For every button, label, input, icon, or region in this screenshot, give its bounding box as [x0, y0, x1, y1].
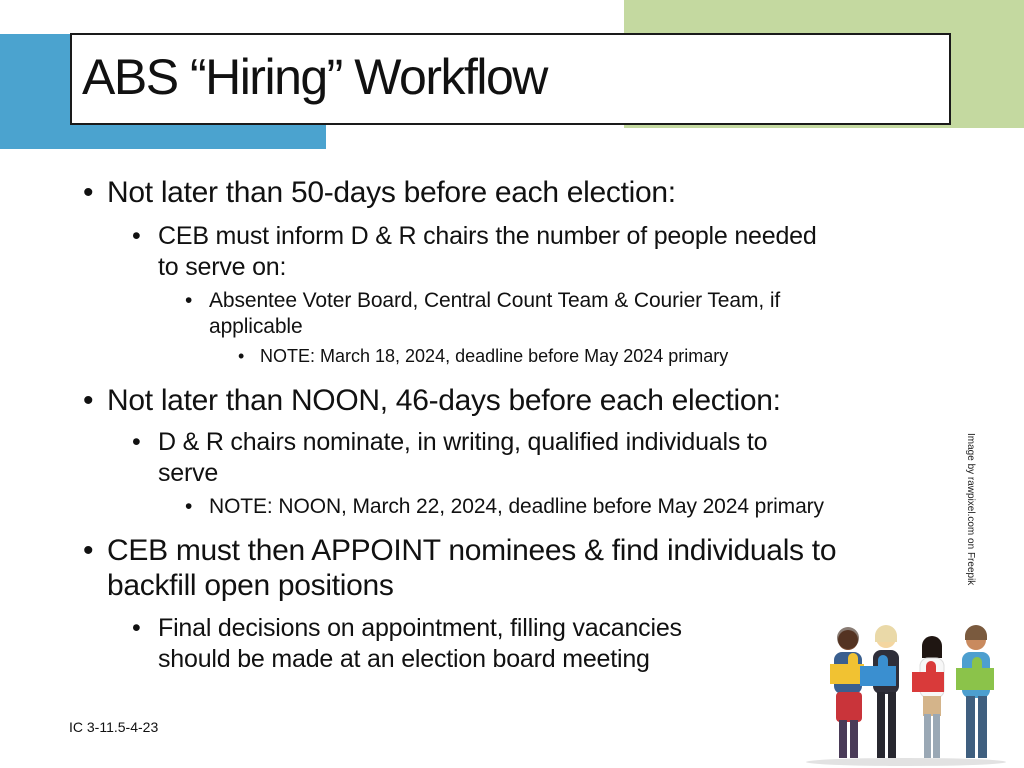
footer-citation: IC 3-11.5-4-23	[69, 719, 159, 735]
person-2	[860, 625, 899, 758]
person-3	[912, 636, 944, 758]
note-march-22: • NOTE: NOON, March 22, 2024, deadline before May 2024 primary	[209, 494, 824, 520]
slide-title: ABS “Hiring” Workflow	[82, 49, 547, 105]
sub-bullet-final-decisions: • Final decisions on appointment, filling vacancies	[158, 613, 682, 644]
sub-sub-bullet-boards: • Absentee Voter Board, Central Count Team & Courier Team, if	[209, 288, 780, 314]
person-1	[830, 627, 864, 758]
person-4	[956, 625, 994, 758]
sub-bullet-chairs-nominate-cont: serve	[158, 459, 219, 487]
sub-bullet-chairs-nominate: • D & R chairs nominate, in writing, qualified individuals to	[158, 427, 767, 458]
people-puzzle-illustration	[800, 612, 1012, 768]
bullet-50-days: • Not later than 50-days before each election:	[107, 176, 676, 209]
sub-bullet-final-decisions-cont: should be made at an election board meeting	[158, 645, 650, 673]
bullet-ceb-appoint: • CEB must then APPOINT nominees & find individuals to	[107, 534, 836, 567]
bullet-ceb-appoint-cont: backfill open positions	[107, 569, 394, 602]
sub-sub-bullet-boards-cont: applicable	[209, 315, 303, 338]
note-march-18: • NOTE: March 18, 2024, deadline before May 2024 primary	[260, 347, 728, 367]
image-credit: Image by rawpixel.com on Freepik	[965, 433, 976, 586]
sub-bullet-ceb-inform: • CEB must inform D & R chairs the number of people needed	[158, 221, 817, 252]
bullet-46-days: • Not later than NOON, 46-days before each election:	[107, 384, 781, 417]
sub-bullet-ceb-inform-cont: to serve on:	[158, 253, 287, 281]
